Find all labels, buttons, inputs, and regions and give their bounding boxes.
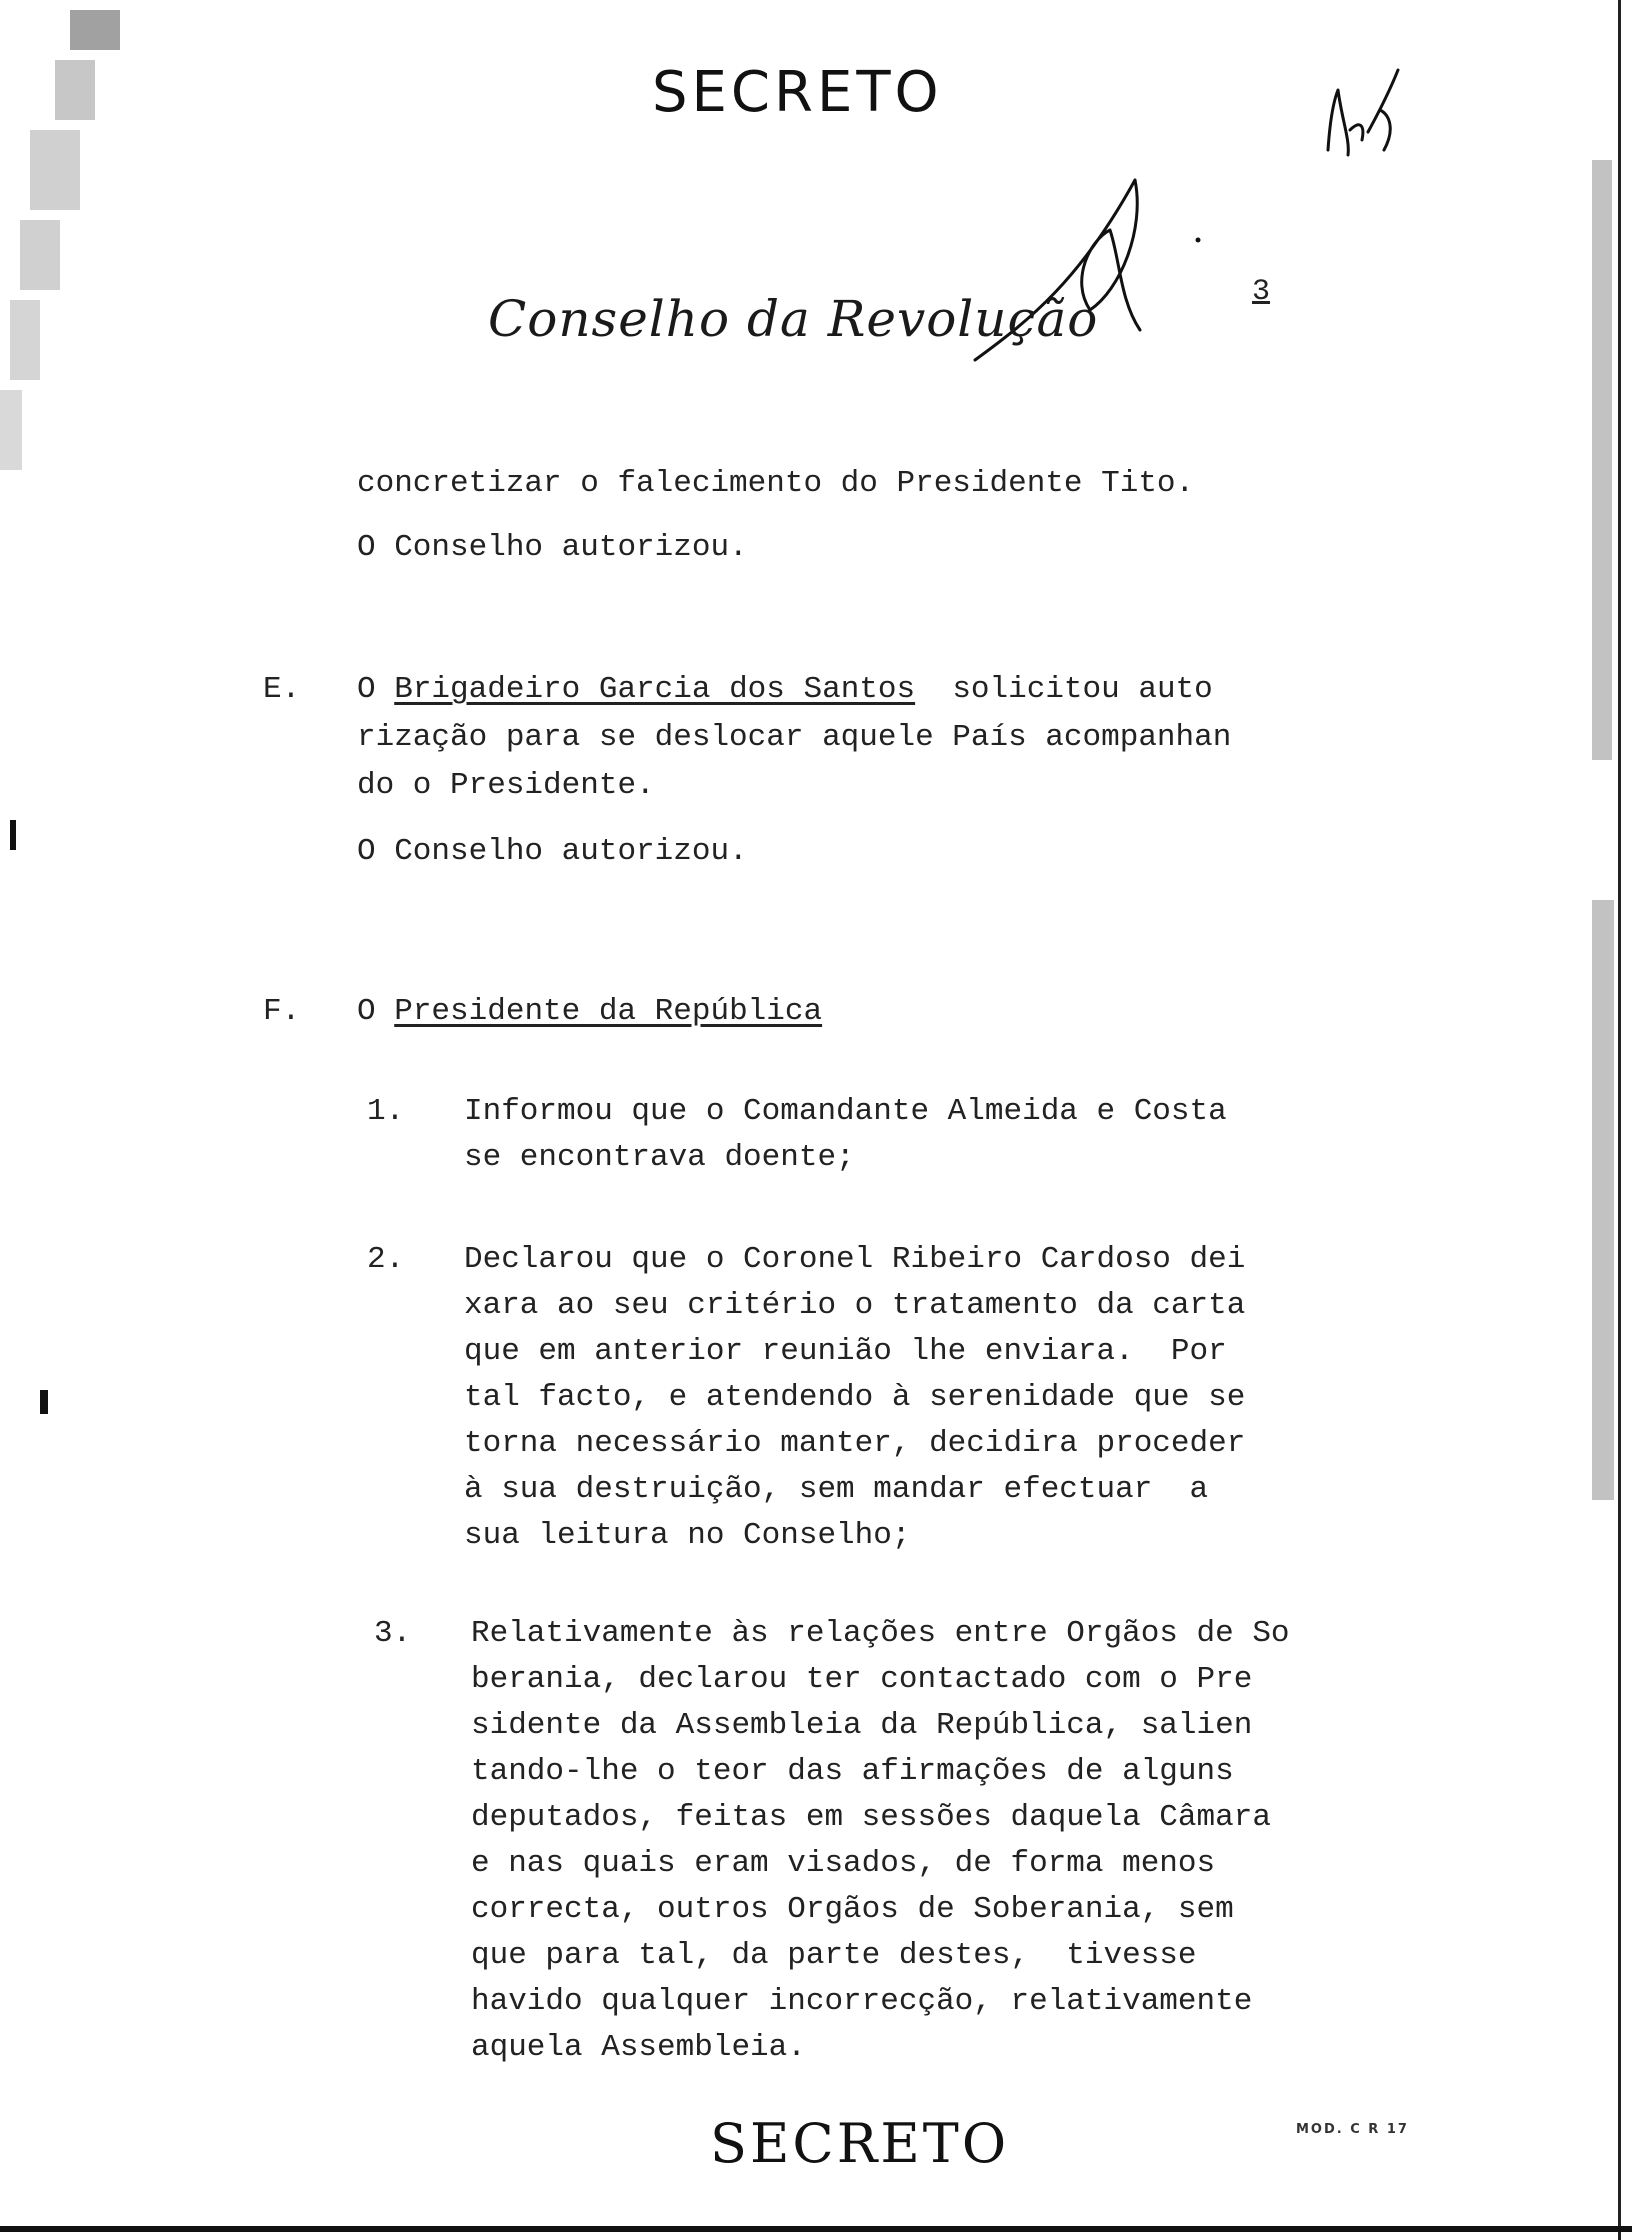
- section-e-line-3: do o Presidente.: [357, 768, 655, 803]
- item-2-number: 2.: [367, 1242, 405, 1277]
- item-3-line: aquela Assembleia.: [471, 2030, 806, 2065]
- section-f-heading: O Presidente da República: [357, 994, 823, 1029]
- item-2-line: Declarou que o Coronel Ribeiro Cardoso dei: [464, 1242, 1246, 1277]
- section-e-name: Brigadeiro Garcia dos Santos: [394, 672, 916, 707]
- item-3-line: berania, declarou ter contactado com o Pre: [471, 1662, 1253, 1697]
- top-secret-stamp: SECRETO: [652, 60, 943, 125]
- section-f-title: Presidente da República: [394, 994, 823, 1029]
- item-3-line: havido qualquer incorrecção, relativamente: [471, 1984, 1253, 2019]
- letterhead-council-of-revolution: Conselho da Revolução: [488, 290, 1099, 348]
- item-2-line: à sua destruição, sem mandar efectuar a: [464, 1472, 1209, 1507]
- item-3-line: e nas quais eram visados, de forma menos: [471, 1846, 1216, 1881]
- item-2-line: tal facto, e atendendo à serenidade que se: [464, 1380, 1246, 1415]
- section-e-line-1: O Brigadeiro Garcia dos Santos solicitou auto: [357, 672, 1213, 707]
- section-f-letter: F.: [263, 994, 301, 1029]
- item-2-line: que em anterior reunião lhe enviara. Por: [464, 1334, 1227, 1369]
- section-e-line-4: O Conselho autorizou.: [357, 834, 748, 869]
- item-3-line: Relativamente às relações entre Orgãos de So: [471, 1616, 1290, 1651]
- item-1-number: 1.: [367, 1094, 405, 1129]
- bottom-secret-stamp: SECRETO: [710, 2112, 1010, 2175]
- page-number: 3: [1252, 275, 1271, 309]
- scan-mark-left-2: [40, 1390, 48, 1414]
- item-2-line: sua leitura no Conselho;: [464, 1518, 911, 1553]
- item-3-line: tando-lhe o teor das afirmações de alguns: [471, 1754, 1234, 1789]
- bottom-edge-rule: [0, 2226, 1632, 2232]
- item-1-line: Informou que o Comandante Almeida e Costa: [464, 1094, 1227, 1129]
- section-e-line-2: rização para se deslocar aquele País acompanhan: [357, 720, 1232, 755]
- intro-line-1: concretizar o falecimento do Presidente Tito.: [357, 466, 1195, 501]
- scan-edge-noise-right: [1532, 0, 1632, 2240]
- section-e-letter: E.: [263, 672, 301, 707]
- item-3-line: sidente da Assembleia da República, salien: [471, 1708, 1253, 1743]
- item-3-line: que para tal, da parte destes, tivesse: [471, 1938, 1197, 1973]
- item-2-line: torna necessário manter, decidira proceder: [464, 1426, 1246, 1461]
- item-3-line: deputados, feitas em sessões daquela Câmara: [471, 1800, 1271, 1835]
- intro-line-2: O Conselho autorizou.: [357, 530, 748, 565]
- scan-mark-left-1: [10, 820, 16, 850]
- item-3-number: 3.: [374, 1616, 412, 1651]
- handwritten-initials-top-right: [1320, 60, 1410, 170]
- item-3-line: correcta, outros Orgãos de Soberania, sem: [471, 1892, 1234, 1927]
- item-2-line: xara ao seu critério o tratamento da carta: [464, 1288, 1246, 1323]
- form-code: MOD. C R 17: [1296, 2122, 1409, 2137]
- item-1-line: se encontrava doente;: [464, 1140, 855, 1175]
- scan-edge-noise-left: [0, 0, 150, 500]
